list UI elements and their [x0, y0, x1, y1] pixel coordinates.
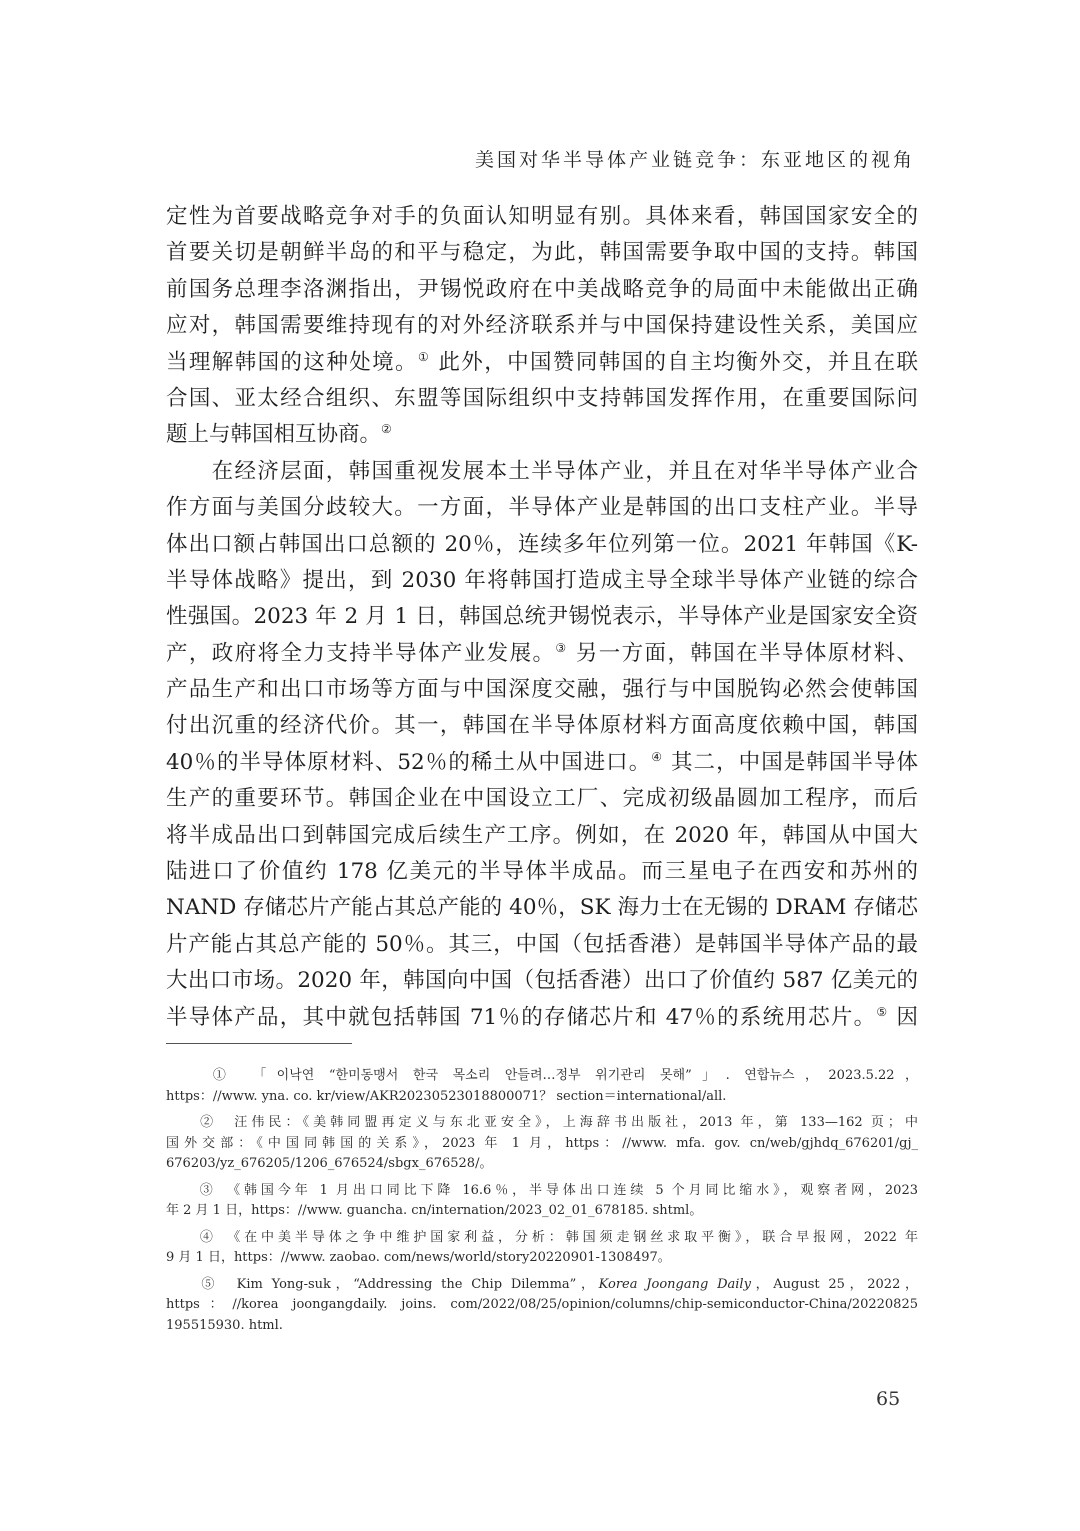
footnote-line: ③ 《韩国今年 1 月出口同比下降 16.6％，半导体出口连续 5 个月同比缩水》，观察者网，2023 [166, 1182, 918, 1198]
footnote-line: ① 「이낙연 “한미동맹서 한국 목소리 안들려…정부 위기관리 못해”」. 연합뉴스，2023.5.22， [166, 1068, 918, 1083]
body-line: 作方面与美国分歧较大。一方面，半导体产业是韩国的出口支柱产业。半导 [166, 495, 918, 521]
page-number: 65 [876, 1388, 901, 1410]
footnote-ref: ① [417, 349, 431, 364]
body-line: 大出口市场。2020 年，韩国向中国（包括香港）出口了价值约 587 亿美元的 [166, 968, 918, 994]
body-line: NAND 存储芯片产能占其总产能的 40％，SK 海力士在无锡的 DRAM 存储芯 [166, 895, 918, 921]
body-line: 片产能占其总产能的 50％。其三，中国（包括香港）是韩国半导体产品的最 [166, 931, 918, 957]
body-line: 题上与韩国相互协商。② [166, 422, 392, 448]
body-line: 半导体战略》提出，到 2030 年将韩国打造成主导全球半导体产业链的综合 [166, 567, 918, 593]
footnote-line: 676203/yz_676205/1206_676524/sbgx_676528/。 [166, 1156, 493, 1171]
body-line: 40％的半导体原材料、52％的稀土从中国进口。④ 其二，中国是韩国半导体 [166, 749, 918, 775]
body-line: 产品生产和出口市场等方面与中国深度交融，强行与中国脱钩必然会使韩国 [166, 677, 918, 703]
body-line: 陆进口了价值约 178 亿美元的半导体半成品。而三星电子在西安和苏州的 [166, 859, 918, 885]
running-header: 美国对华半导体产业链竞争：东亚地区的视角 [474, 149, 915, 171]
body-text [166, 199, 918, 1036]
footnote-line: https：//www. yna. co. kr/view/AKR20230523018800071？ section＝international/all. [166, 1088, 727, 1104]
body-line: 首要关切是朝鲜半岛的和平与稳定，为此，韩国需要争取中国的支持。韩国 [166, 240, 918, 266]
body-line: 体出口额占韩国出口总额的 20％，连续多年位列第一位。2021 年韩国《K- [166, 531, 918, 557]
body-line: 在经济层面，韩国重视发展本土半导体产业，并且在对华半导体产业合 [166, 458, 918, 484]
footnote-line: ② 汪伟民：《美韩同盟再定义与东北亚安全》，上海辞书出版社，2013 年，第 133—162 页；中 [166, 1115, 918, 1130]
body-line: 定性为首要战略竞争对手的负面认知明显有别。具体来看，韩国国家安全的 [166, 204, 918, 229]
footnote-ref: ② [381, 422, 392, 437]
body-line: 半导体产品，其中就包括韩国 71％的存储芯片和 47％的系统用芯片。⑤ 因 [166, 1004, 918, 1030]
footnote-ref: ③ [555, 640, 568, 655]
footnote-line: 年 2 月 1 日，https：//www. guancha. cn/internation/2023_02_01_678185. shtml。 [166, 1203, 703, 1218]
journal-title: Korea Joongang Daily [598, 1276, 751, 1292]
footnote-ref: ④ [651, 749, 664, 764]
footnote-line: ⑤ Kim Yong-suk，“Addressing the Chip Dilemma”，Korea Joongang Daily，August 25，2022， [166, 1276, 918, 1292]
footnote-line: 9 月 1 日，https：//www. zaobao. com/news/world/story20220901-1308497。 [166, 1250, 671, 1265]
body-line: 将半成品出口到韩国完成后续生产工序。例如，在 2020 年，韩国从中国大 [166, 822, 918, 848]
body-line: 合国、亚太经合组织、东盟等国际组织中支持韩国发挥作用，在重要国际问 [166, 385, 918, 411]
footnote-divider [166, 1043, 352, 1044]
footnote-line: https：//korea joongangdaily. joins. com/2022/08/25/opinion/columns/chip-semiconductor-China/20220825 [166, 1297, 918, 1312]
footnote-line: ④ 《在中美半导体之争中维护国家利益，分析：韩国须走钢丝求取平衡》，联合早报网，2022 年 [166, 1229, 918, 1245]
body-line: 前国务总理李洛渊指出，尹锡悦政府在中美战略竞争的局面中未能做出正确 [166, 276, 918, 302]
body-line: 当理解韩国的这种处境。① 此外，中国赞同韩国的自主均衡外交，并且在联 [166, 349, 918, 375]
body-line: 应对，韩国需要维持现有的对外经济联系并与中国保持建设性关系，美国应 [166, 313, 918, 339]
body-line: 生产的重要环节。韩国企业在中国设立工厂、完成初级晶圆加工程序，而后 [166, 786, 918, 812]
footnote-line: 195515930. html. [166, 1317, 283, 1333]
footnotes [166, 1066, 918, 1336]
body-line: 付出沉重的经济代价。其一，韩国在半导体原材料方面高度依赖中国，韩国 [166, 713, 918, 739]
footnote-ref: ⑤ [876, 1004, 889, 1019]
footnote-line: 国外交部：《中国同韩国的关系》，2023 年 1 月，https：//www. mfa. gov. cn/web/gjhdq_676201/gj_ [166, 1135, 918, 1151]
body-line: 产，政府将全力支持半导体产业发展。③ 另一方面，韩国在半导体原材料、 [166, 640, 918, 666]
body-line: 性强国。2023 年 2 月 1 日，韩国总统尹锡悦表示，半导体产业是国家安全资 [166, 604, 918, 630]
